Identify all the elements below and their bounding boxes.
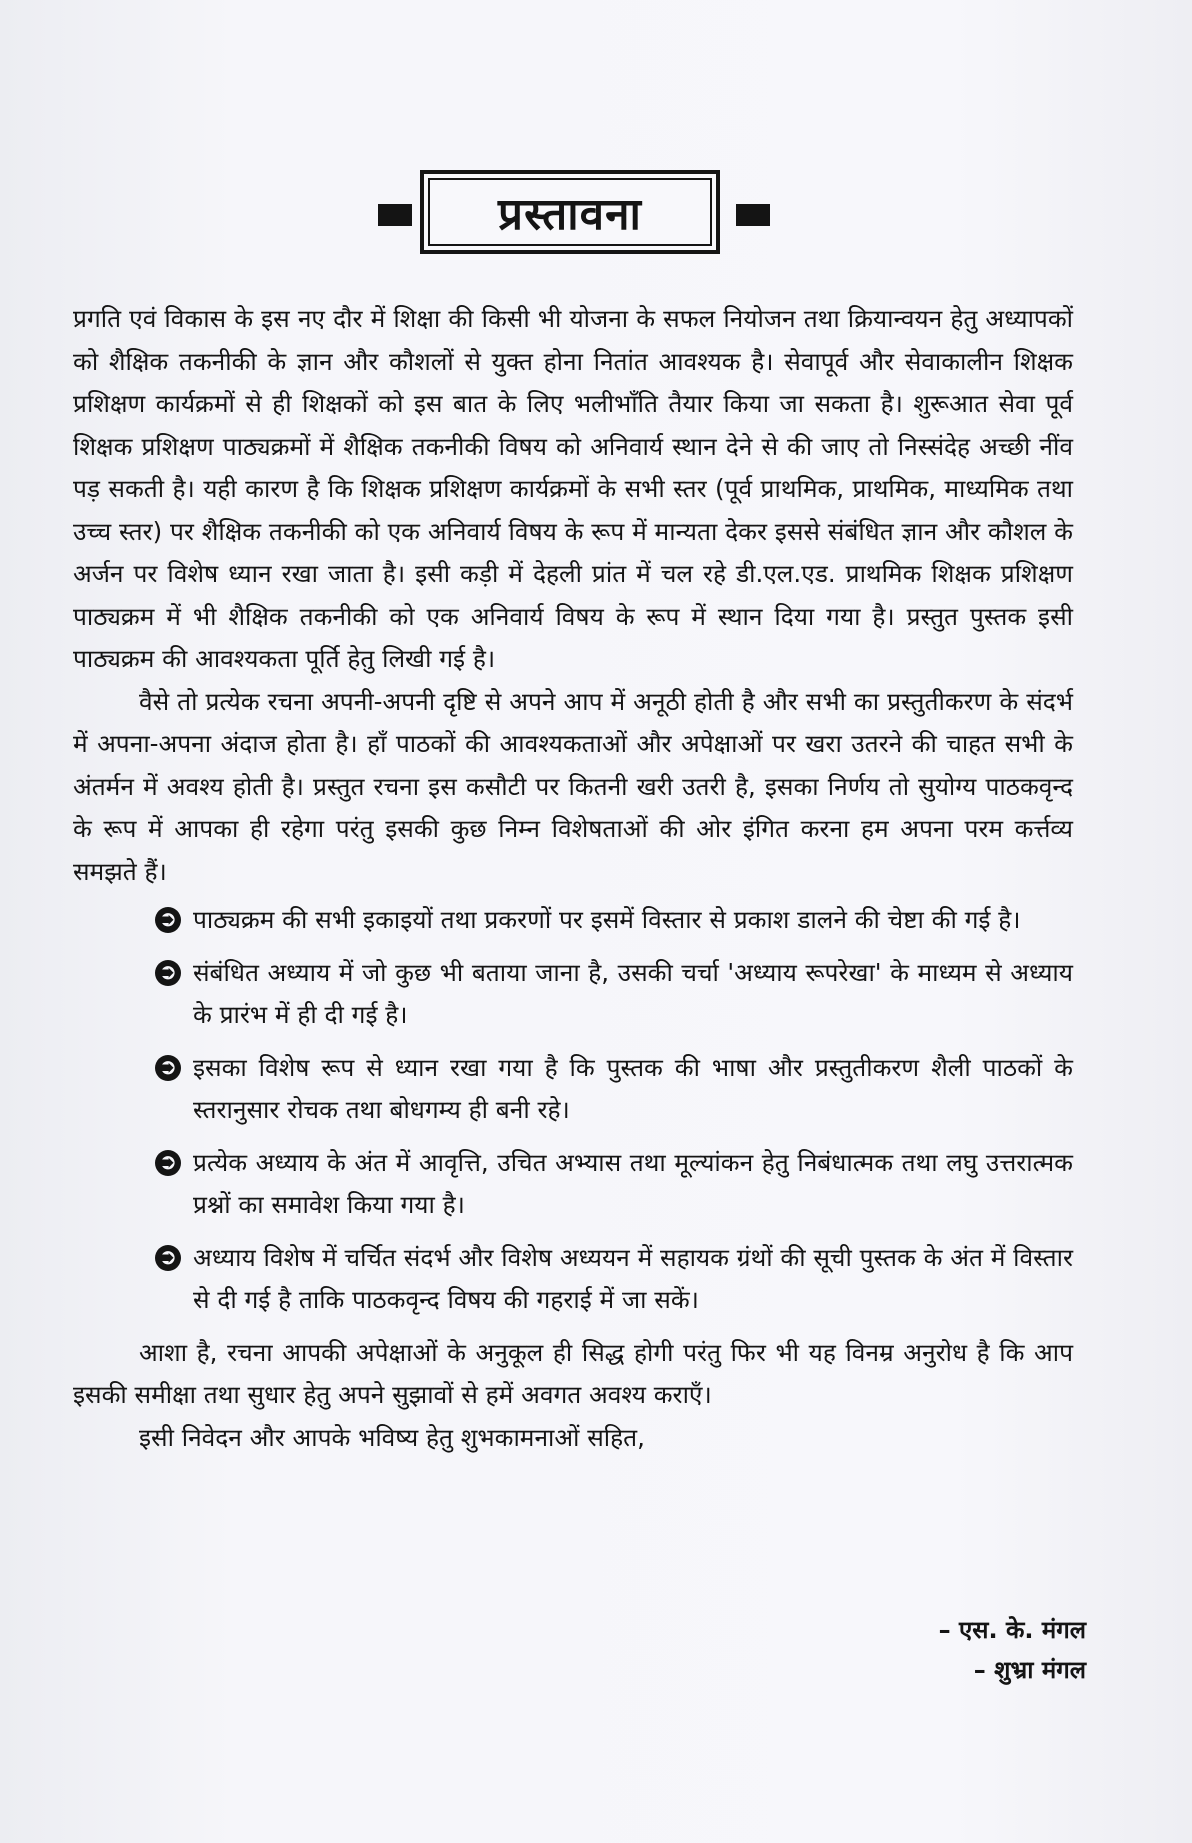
title-banner: [378, 170, 770, 262]
list-item-text: प्रत्येक अध्याय के अंत में आवृत्ति, उचित अभ्यास तथा मूल्यांकन हेतु निबंधात्मक तथा लघु उत्तरात्मक प्रश्नों का समावेश किया गया है।: [193, 1147, 1073, 1219]
list-item: [73, 1142, 1073, 1227]
page-title: प्रस्तावना: [498, 189, 642, 240]
title-bar-left: [378, 204, 412, 226]
arrow-bullet-icon: ➲: [155, 1055, 181, 1081]
list-item: [73, 952, 1073, 1037]
arrow-bullet-icon: ➲: [155, 907, 181, 933]
title-bar-right: [736, 204, 770, 226]
paragraph-features-intro: वैसे तो प्रत्येक रचना अपनी-अपनी दृष्टि से अपने आप में अनूठी होती है और सभी का प्रस्तुतीकरण के संदर्भ में अपना-अपना अंदाज होता है। हाँ पाठकों की आवश्यकताओं और अपेक्षाओं पर खरा उतरने की चाहत सभी के अंतर्मन में अवश्य होती है। प्रस्तुत रचना इस कसौटी पर कितनी खरी उतरी है, इसका निर्णय तो सुयोग्य पाठकवृन्द के रूप में आपका ही रहेगा परंतु इसकी कुछ निम्न विशेषताओं की ओर इंगित करना हम अपना परम कर्त्तव्य समझते हैं।: [73, 686, 1073, 886]
paragraph-closing: आशा है, रचना आपकी अपेक्षाओं के अनुकूल ही सिद्ध होगी परंतु फिर भी यह विनम्र अनुरोध है कि आप इसकी समीक्षा तथा सुधार हेतु अपने सुझावों से हमें अवगत अवश्य कराएँ।: [73, 1337, 1073, 1409]
list-item-text: संबंधित अध्याय में जो कुछ भी बताया जाना है, उसकी चर्चा 'अध्याय रूपरेखा' के माध्यम से अध्याय के प्रारंभ में ही दी गई है।: [193, 957, 1073, 1029]
author-signatures: [939, 1610, 1086, 1690]
title-box: [420, 170, 720, 254]
paragraph-regards: इसी निवेदन और आपके भविष्य हेतु शुभकामनाओं सहित,: [139, 1422, 645, 1452]
arrow-bullet-icon: ➲: [155, 1150, 181, 1176]
list-item-text: इसका विशेष रूप से ध्यान रखा गया है कि पुस्तक की भाषा और प्रस्तुतीकरण शैली पाठकों के स्तरानुसार रोचक तथा बोधगम्य ही बनी रहे।: [193, 1052, 1073, 1124]
list-item: [73, 899, 1073, 942]
list-item: [73, 1237, 1073, 1322]
arrow-bullet-icon: ➲: [155, 1245, 181, 1271]
author-name-2: – शुभ्रा मंगल: [973, 1656, 1086, 1684]
list-item-text: अध्याय विशेष में चर्चित संदर्भ और विशेष अध्ययन में सहायक ग्रंथों की सूची पुस्तक के अंत में विस्तार से दी गई है ताकि पाठकवृन्द विषय की गहराई में जा सकें।: [193, 1242, 1073, 1314]
author-name-1: – एस. के. मंगल: [938, 1616, 1086, 1644]
preface-body: [73, 298, 1073, 1459]
features-list: [73, 899, 1073, 1322]
list-item-text: पाठ्यक्रम की सभी इकाइयों तथा प्रकरणों पर इसमें विस्तार से प्रकाश डालने की चेष्टा की गई है।: [193, 905, 1021, 934]
arrow-bullet-icon: ➲: [155, 960, 181, 986]
list-item: [73, 1047, 1073, 1132]
paragraph-intro: प्रगति एवं विकास के इस नए दौर में शिक्षा की किसी भी योजना के सफल नियोजन तथा क्रियान्वयन हेतु अध्यापकों को शैक्षिक तकनीकी के ज्ञान और कौशलों से युक्त होना नितांत आवश्यक है। सेवापूर्व और सेवाकालीन शिक्षक प्रशिक्षण कार्यक्रमों से ही शिक्षकों को इस बात के लिए भलीभाँति तैयार किया जा सकता है। शुरूआत सेवा पूर्व शिक्षक प्रशिक्षण पाठ्यक्रमों में शैक्षिक तकनीकी विषय को अनिवार्य स्थान देने से की जाए तो निस्संदेह अच्छी नींव पड़ सकती है। यही कारण है कि शिक्षक प्रशिक्षण कार्यक्रमों के सभी स्तर (पूर्व प्राथमिक, प्राथमिक, माध्यमिक तथा उच्च स्तर) पर शैक्षिक तकनीकी को एक अनिवार्य विषय के रूप में मान्यता देकर इससे संबंधित ज्ञान और कौशल के अर्जन पर विशेष ध्यान रखा जाता है। इसी कड़ी में देहली प्रांत में चल रहे डी.एल.एड. प्राथमिक शिक्षक प्रशिक्षण पाठ्यक्रम में भी शैक्षिक तकनीकी को एक अनिवार्य विषय के रूप में स्थान दिया गया है। प्रस्तुत पुस्तक इसी पाठ्यक्रम की आवश्यकता पूर्ति हेतु लिखी गई है।: [73, 304, 1073, 673]
